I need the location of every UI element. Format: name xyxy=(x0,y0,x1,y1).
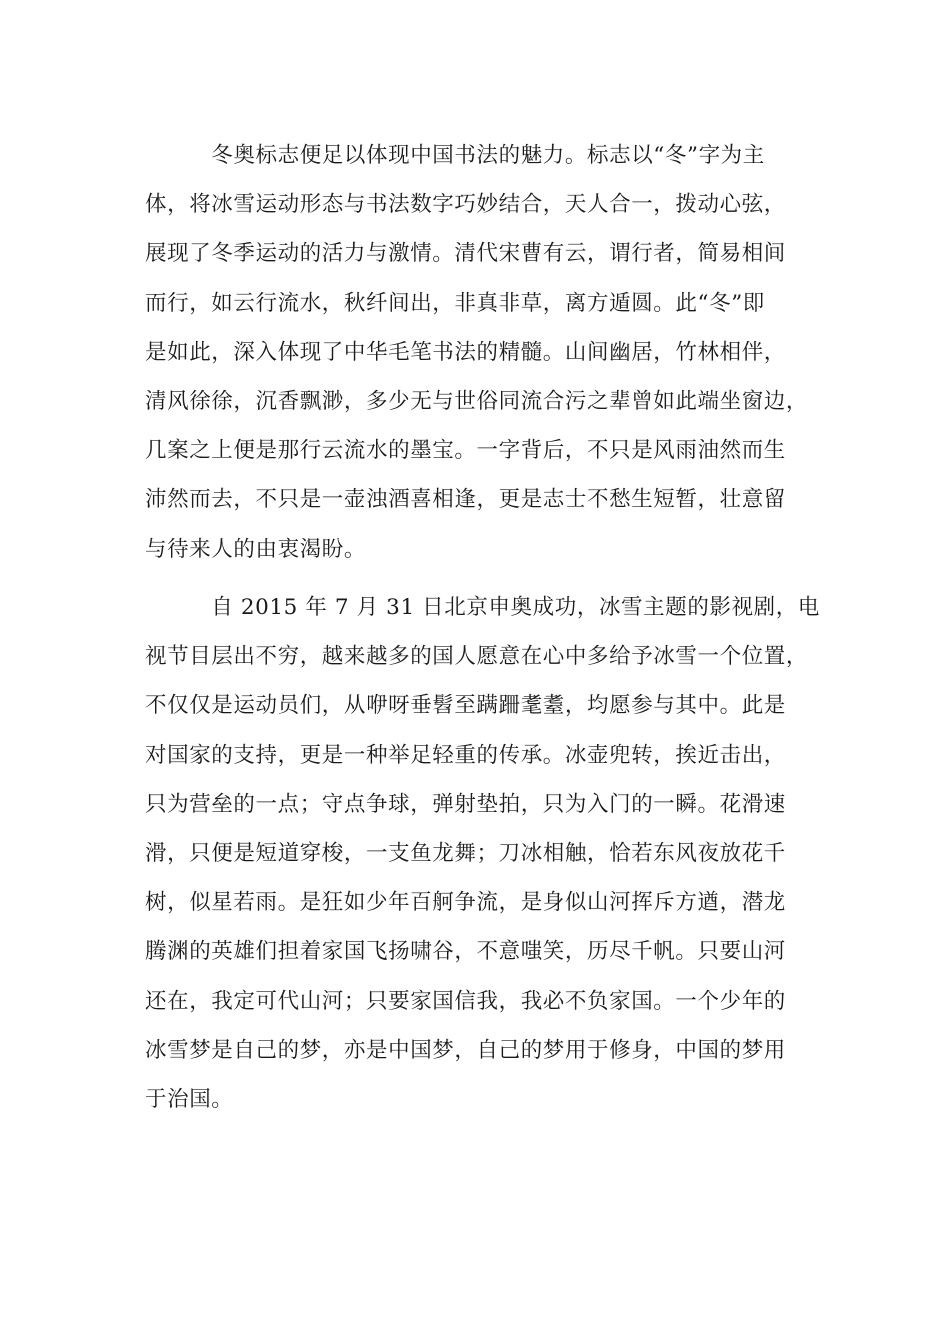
text-line: 与待来人的由衷渴盼。 xyxy=(145,536,367,562)
text-line: 滑，只便是短道穿梭，一支鱼龙舞；刀冰相触，恰若东风夜放花千 xyxy=(145,840,786,866)
text-line: 是如此，深入体现了中华毛笔书法的精髓。山间幽居，竹林相伴， xyxy=(145,339,786,365)
text-line: 对国家的支持，更是一种举足轻重的传承。冰壶兜转，挨近击出， xyxy=(145,742,786,768)
paragraph-olympic-bid xyxy=(145,583,820,1124)
text-line: 于治国。 xyxy=(145,1086,234,1112)
text-line: 展现了冬季运动的活力与激情。清代宋曹有云，谓行者，简易相间 xyxy=(145,241,786,267)
text-line: 而行，如云行流水，秋纤间出，非真非草，离方遁圆。此“冬”即 xyxy=(145,290,765,316)
text-line: 腾渊的英雄们担着家国飞扬啸谷，不意嗤笑，历尽千帆。只要山河 xyxy=(145,939,786,965)
text-line: 视节目层出不穷，越来越多的国人愿意在心中多给予冰雪一个位置， xyxy=(145,644,809,670)
text-line: 沛然而去，不只是一壶浊酒喜相逢，更是志士不愁生短暂，壮意留 xyxy=(145,487,786,513)
text-line: 只为营垒的一点；守点争球，弹射垫拍，只为入门的一瞬。花滑速 xyxy=(145,791,786,817)
text-line: 不仅仅是运动员们，从咿呀垂髫至蹒跚耄耋，均愿参与其中。此是 xyxy=(145,693,786,719)
text-line: 还在，我定可代山河；只要家国信我，我必不负家国。一个少年的 xyxy=(145,988,786,1014)
text-line: 冬奥标志便足以体现中国书法的魅力。标志以“冬”字为主 xyxy=(145,143,765,168)
paragraph-emblem-calligraphy xyxy=(145,131,809,574)
text-line: 体，将冰雪运动形态与书法数字巧妙结合，天人合一，拨动心弦， xyxy=(145,192,786,218)
text-line: 清风徐徐，沉香飘渺，多少无与世俗同流合污之辈曾如此端坐窗边， xyxy=(145,388,809,414)
text-line: 自 2015 年 7 月 31 日北京申奥成功，冰雪主题的影视剧，电 xyxy=(145,595,820,620)
text-line: 树，似星若雨。是狂如少年百舸争流，是身似山河挥斥方遒，潜龙 xyxy=(145,890,786,916)
text-line: 几案之上便是那行云流水的墨宝。一字背后，不只是风雨油然而生 xyxy=(145,438,786,464)
text-line: 冰雪梦是自己的梦，亦是中国梦，自己的梦用于修身，中国的梦用 xyxy=(145,1037,786,1063)
